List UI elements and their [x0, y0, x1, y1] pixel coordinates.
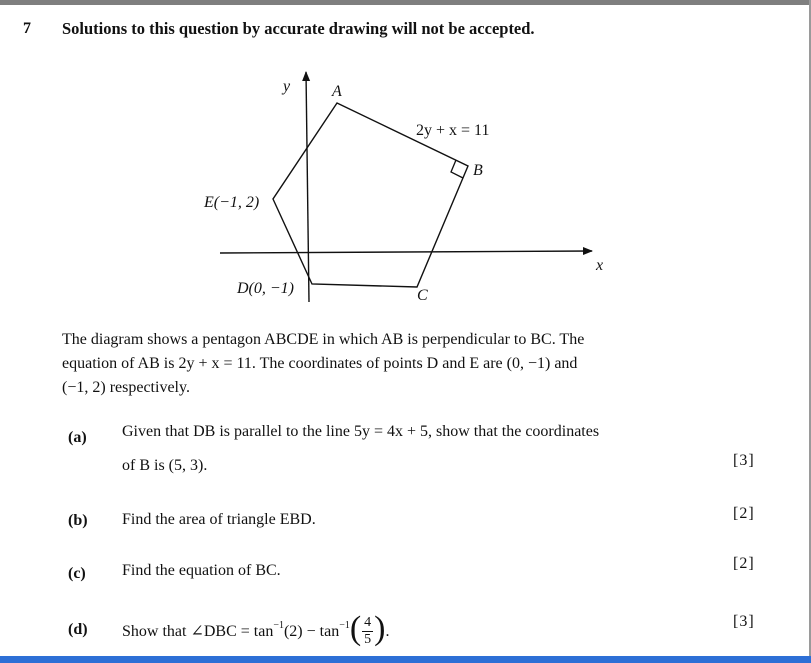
point-b-coord: (5, 3) [168, 457, 204, 474]
part-a-letter: (a) [68, 429, 87, 446]
point-e-label: E(−1, 2) [204, 194, 260, 211]
y-axis [306, 72, 309, 302]
intro-line-2: equation of AB is 2y + x = 11. The coordinates of points D and E are (0, −1) and [62, 355, 578, 372]
line-ab-equation: 2y + x = 11 [416, 122, 490, 139]
dbparallel-equation: 5y = 4x + 5 [353, 423, 428, 440]
ab-equation: 2y + x = 11 [178, 355, 252, 372]
x-axis-label: x [596, 257, 604, 274]
point-a-label: A [332, 83, 342, 100]
point-c-label: C [417, 287, 428, 304]
part-a-marks: [3] [733, 452, 755, 469]
part-d-letter: (d) [68, 621, 88, 638]
part-d-text: Show that ∠DBC = $\tan^{-1}(2) - \tan^{-1}$( $\frac{4}{5}$ ). [122, 610, 390, 648]
part-b-text: Find the area of triangle EBD. [122, 511, 316, 528]
question-heading: Solutions to this question by accurate drawing will not be accepted. [62, 19, 535, 38]
point-b-label: B [473, 162, 483, 179]
part-c-marks: [2] [733, 555, 755, 572]
intro-line-3: (−1, 2) respectively. [62, 379, 190, 396]
point-d-label: D(0, −1) [237, 280, 295, 297]
part-c-text: Find the equation of BC. [122, 562, 281, 579]
point-e-coord: (−1, 2) [62, 379, 106, 396]
part-b-letter: (b) [68, 512, 88, 529]
question-number: 7 [23, 20, 31, 37]
part-d-marks: [3] [733, 613, 755, 630]
fraction-four-fifths: $\frac{4}{5}$ [364, 614, 372, 647]
y-axis-label: y [283, 78, 291, 95]
part-b-marks: [2] [733, 505, 755, 522]
intro-line-1: The diagram shows a pentagon ABCDE in which AB is perpendicular to BC. The [62, 331, 585, 348]
x-axis [220, 251, 592, 253]
part-c-letter: (c) [68, 565, 86, 582]
point-d-coord: (0, −1) [506, 355, 551, 372]
tan-inverse-expression: $\tan^{-1}(2) - \tan^{-1}$( $\frac{4}{5}$ ). [253, 610, 390, 648]
part-a-text: Given that DB is parallel to the line 5y = 4x + 5, show that the coordinates of B is (5, 3). [122, 423, 600, 474]
intro-paragraph [62, 328, 682, 400]
